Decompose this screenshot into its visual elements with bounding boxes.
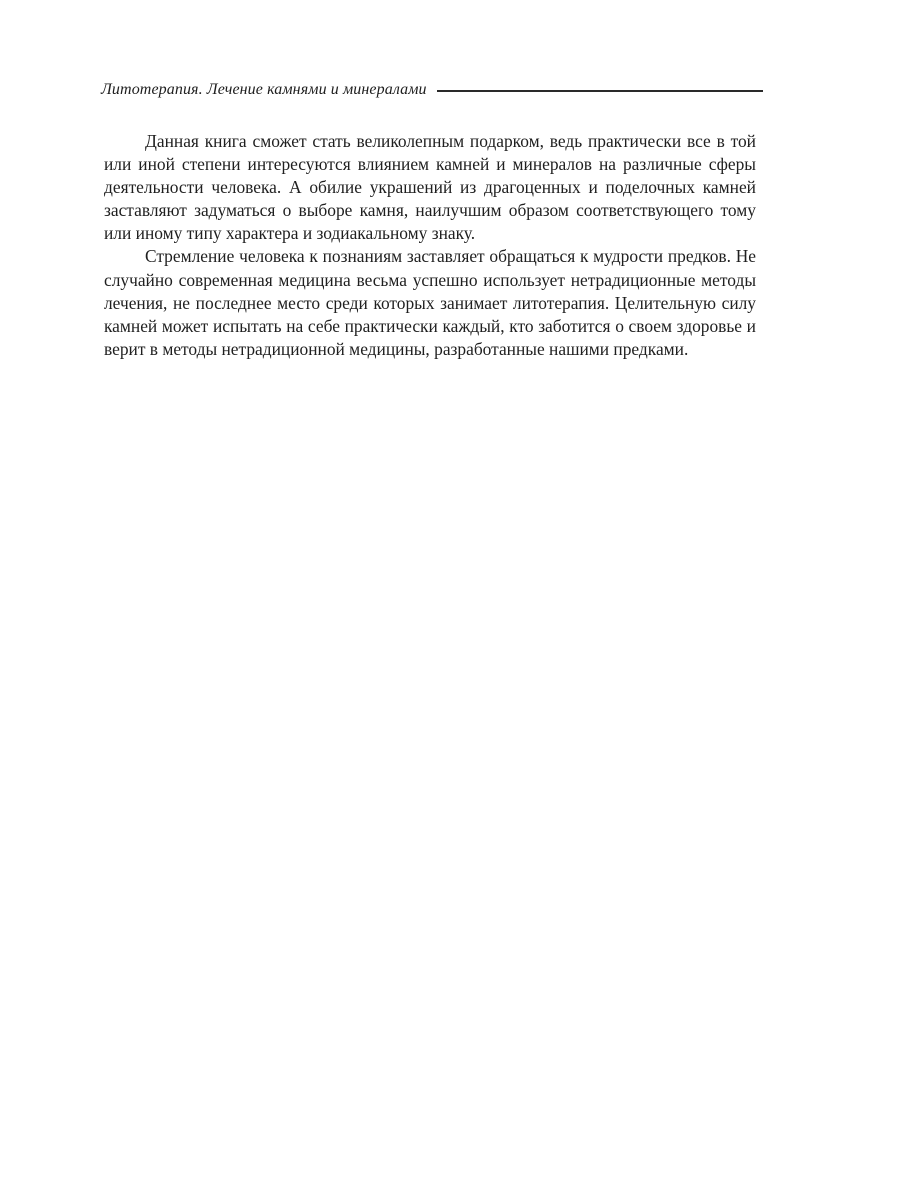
paragraph: Стремление человека к познаниям заставляет обращаться к мудрости предков. Не случайно современная медицина весьма успешно использует нетрадиционные методы лечения, не последнее место среди которых занимает литотерапия. Целительную силу камней может испытать на себе практически каждый, кто заботится о своем здоровье и верит в методы нетрадиционной медицины, разработанные нашими предками. <box>104 246 756 359</box>
header-rule <box>437 90 763 92</box>
running-header-title: Литотерапия. Лечение камнями и минералами <box>101 81 427 98</box>
paragraph: Данная книга сможет стать великолепным подарком, ведь практически все в той или иной степени интересуются влиянием камней и минералов на различные сферы деятельности человека. А обилие украшений из драгоценных и поделочных камней заставляют задуматься о выборе камня, наилучшим образом соответствующего тому или иному типу характера и зодиакальному знаку. <box>104 131 756 244</box>
body-text <box>104 130 756 361</box>
running-header <box>101 79 763 101</box>
